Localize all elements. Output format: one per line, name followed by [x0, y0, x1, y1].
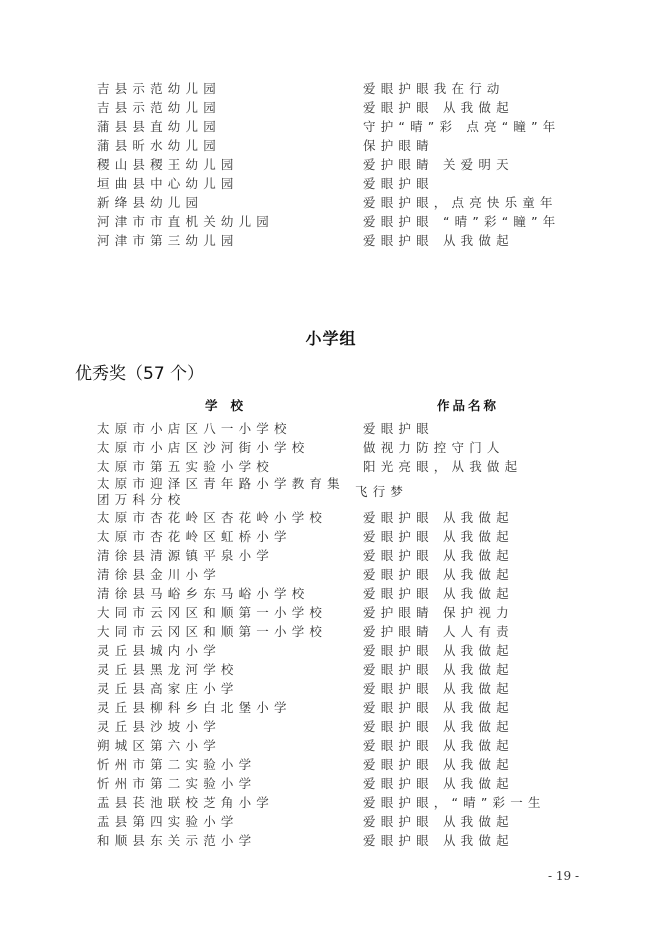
- table-row: [97, 679, 546, 698]
- work-title: 爱眼护眼 从我做起: [363, 642, 514, 658]
- page-number: - 19 -: [548, 869, 580, 883]
- school-name: 盂县第四实验小学: [97, 813, 239, 829]
- work-title: 爱眼护眼 “晴”彩“瞳”年: [363, 213, 561, 229]
- award-heading: 优秀奖（57 个）: [75, 364, 205, 384]
- table-row: [97, 603, 546, 622]
- school-name: 灵丘县沙坡小学: [97, 718, 221, 734]
- school-name: 灵丘县高家庄小学: [97, 680, 239, 696]
- kindergarten-award-list: [97, 79, 560, 250]
- table-row: [97, 584, 546, 603]
- school-name: 新绛县幼儿园: [97, 194, 204, 210]
- school-name: 清徐县金川小学: [97, 566, 221, 582]
- table-row: [97, 457, 546, 476]
- table-row: [97, 546, 546, 565]
- school-name: 灵丘县黑龙河学校: [97, 661, 239, 677]
- table-row: [97, 831, 546, 850]
- school-name: 稷山县稷王幼儿园: [97, 156, 239, 172]
- table-row: [97, 174, 560, 193]
- column-header-school: 学校: [205, 398, 257, 413]
- school-name: 太原市迎泽区青年路小学教育集团万科分校: [97, 476, 345, 507]
- work-title: 爱眼护眼 从我做起: [363, 775, 514, 791]
- work-title: 飞行梦: [355, 484, 409, 499]
- work-title: 保护眼睛: [363, 137, 434, 153]
- work-title: 爱眼护眼 从我做起: [363, 99, 514, 115]
- work-title: 爱眼护眼 从我做起: [363, 737, 514, 753]
- school-name: 太原市杏花岭区杏花岭小学校: [97, 509, 328, 525]
- table-row: [97, 698, 546, 717]
- school-name: 盂县苌池联校芝角小学: [97, 794, 275, 810]
- work-title: 爱眼护眼 从我做起: [363, 718, 514, 734]
- table-row: [97, 774, 546, 793]
- school-name: 吉县示范幼儿园: [97, 99, 221, 115]
- table-row: [97, 98, 560, 117]
- table-row: [97, 419, 546, 438]
- school-name: 灵丘县城内小学: [97, 642, 221, 658]
- work-title: 爱眼护眼，“晴”彩一生: [363, 794, 546, 810]
- table-row: [97, 527, 546, 546]
- school-name: 忻州市第二实验小学: [97, 775, 257, 791]
- work-title: 爱眼护眼 从我做起: [363, 813, 514, 829]
- work-title: 爱眼护眼 从我做起: [363, 232, 514, 248]
- work-title: 爱眼护眼 从我做起: [363, 699, 514, 715]
- table-row: [97, 812, 546, 831]
- work-title: 做视力防控守门人: [363, 439, 505, 455]
- work-title: 爱眼护眼 从我做起: [363, 756, 514, 772]
- school-name: 清徐县马峪乡东马峪小学校: [97, 585, 310, 601]
- table-row: [97, 793, 546, 812]
- school-name: 太原市小店区八一小学校: [97, 420, 292, 436]
- work-title: 爱护眼睛 保护视力: [363, 604, 514, 620]
- table-row: [97, 476, 546, 508]
- table-row: [97, 736, 546, 755]
- work-title: 爱眼护眼，点亮快乐童年: [363, 194, 558, 210]
- table-row: [97, 193, 560, 212]
- school-name: 河津市市直机关幼儿园: [97, 213, 275, 229]
- work-title: 爱眼护眼 从我做起: [363, 585, 514, 601]
- work-title: 爱护眼睛 人人有责: [363, 623, 514, 639]
- table-row: [97, 565, 546, 584]
- school-name: 太原市杏花岭区虹桥小学: [97, 528, 292, 544]
- table-row: [97, 136, 560, 155]
- table-row: [97, 717, 546, 736]
- work-title: 阳光亮眼，从我做起: [363, 458, 523, 474]
- work-title: 爱眼护眼 从我做起: [363, 832, 514, 848]
- table-row: [97, 622, 546, 641]
- work-title: 爱眼护眼 从我做起: [363, 566, 514, 582]
- work-title: 守护“晴”彩 点亮“瞳”年: [363, 118, 561, 134]
- school-name: 河津市第三幼儿园: [97, 232, 239, 248]
- column-header-work: 作品名称: [437, 398, 500, 413]
- school-name: 忻州市第二实验小学: [97, 756, 257, 772]
- table-row: [97, 508, 546, 527]
- work-title: 爱眼护眼 从我做起: [363, 547, 514, 563]
- work-title: 爱眼护眼 从我做起: [363, 661, 514, 677]
- work-title: 爱眼护眼 从我做起: [363, 680, 514, 696]
- table-row: [97, 438, 546, 457]
- work-title: 爱护眼睛 关爱明天: [363, 156, 514, 172]
- table-row: [97, 660, 546, 679]
- school-name: 清徐县清源镇平泉小学: [97, 547, 275, 563]
- work-title: 爱眼护眼 从我做起: [363, 509, 514, 525]
- work-title: 爱眼护眼: [363, 175, 434, 191]
- work-title: 爱眼护眼我在行动: [363, 80, 505, 96]
- group-title: 小学组: [305, 329, 357, 348]
- school-name: 吉县示范幼儿园: [97, 80, 221, 96]
- school-name: 蒲县昕水幼儿园: [97, 137, 221, 153]
- school-name: 大同市云冈区和顺第一小学校: [97, 604, 328, 620]
- school-name: 蒲县县直幼儿园: [97, 118, 221, 134]
- school-name: 大同市云冈区和顺第一小学校: [97, 623, 328, 639]
- school-name: 灵丘县柳科乡白北堡小学: [97, 699, 292, 715]
- table-row: [97, 79, 560, 98]
- primary-award-list: [97, 419, 546, 850]
- school-name: 垣曲县中心幼儿园: [97, 175, 239, 191]
- table-row: [97, 155, 560, 174]
- table-row: [97, 117, 560, 136]
- school-name: 太原市第五实验小学校: [97, 458, 275, 474]
- table-row: [97, 755, 546, 774]
- work-title: 爱眼护眼 从我做起: [363, 528, 514, 544]
- table-row: [97, 231, 560, 250]
- school-name: 太原市小店区沙河街小学校: [97, 439, 310, 455]
- table-row: [97, 212, 560, 231]
- school-name: 和顺县东关示范小学: [97, 832, 257, 848]
- table-row: [97, 641, 546, 660]
- work-title: 爱眼护眼: [363, 420, 434, 436]
- school-name: 朔城区第六小学: [97, 737, 221, 753]
